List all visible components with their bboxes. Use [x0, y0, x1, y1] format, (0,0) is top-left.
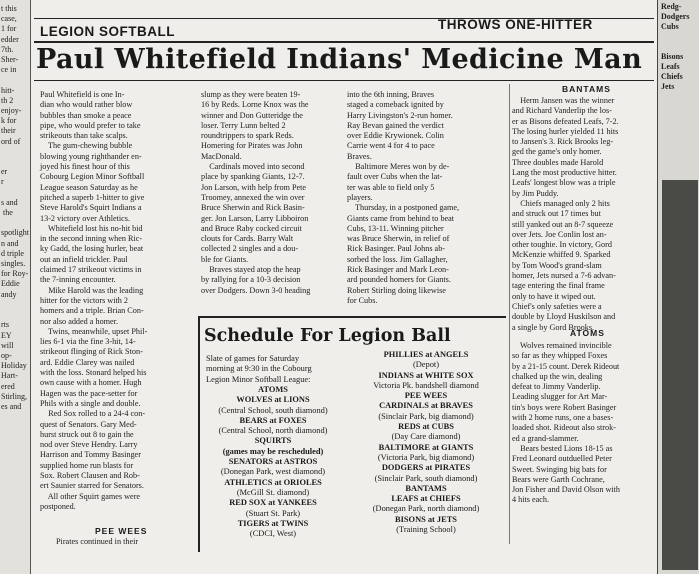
- schedule-intro: Slate of games for Saturday morning at 9:30 in the Cobourg Legion Minor Softball League:: [206, 354, 312, 384]
- section-label-left: LEGION SOFTBALL: [40, 24, 175, 39]
- right-column-fragment: Redg- Dodgers Cubs Bisons Leafs Chiefs Jets: [661, 2, 690, 91]
- section-label-right: THROWS ONE-HITTER: [438, 17, 593, 32]
- schedule-line: (Sinclair Park, big diamond): [378, 411, 474, 421]
- article-column-2: slump as they were beaten 19- 16 by Reds. Lorne Knox was the winner and Don Gutteridge the loser. Terry Lunn belted 2 roundtrippers to spark Reds. Homering for Pirates was John MacDonald. Cardinals moved into second place by spanking Giants, 12-7. Jon Larson, with help from Pete Troomey, annexed the win over Bruce Sherwin and Rick Basin- ger. Jon Larson, Larry Libboiron and Bruce Raby cocked circuit clouts for Cards. Barry Walt collected 2 singles and a dou- ble for Giants. Braves stayed atop the heap by rallying for a 10-3 decision over Dodgers. Down 3-0 heading: [201, 90, 311, 295]
- column-divider: [509, 84, 510, 544]
- schedule-line: BEARS at FOXES: [239, 415, 307, 425]
- schedule-line: (Donegan Park, west diamond): [220, 467, 326, 477]
- schedule-title: Schedule For Legion Ball: [204, 326, 451, 346]
- headline-rule: [34, 80, 654, 81]
- schedule-line: SENATORS at ASTROS: [228, 457, 318, 467]
- article-column-3: into the 6th inning, Braves staged a comeback ignited by Harry Livingston's 2-run homer. Ray Bevan gained the verdict over Eddie Krywionek. Colin Carrie went 4 for 4 to pace Braves. Baltimore Meres won by de- fault over Cubs when the lat- ter was able to field only 5 players. Thursday, in a postponed game, Giants came from behind to beat Cubs, 13-11. Winning pitcher was Bruce Sherwin, in relief of Rick Basinger. Paul Johns ab- sorbed the loss. Jim Gallagher, Rick Basinger and Mark Leon- ard pounded homers for Giants. Robert Stirling doing likewise for Cubs.: [347, 90, 460, 305]
- schedule-line: REDS at CUBS: [398, 422, 454, 432]
- schedule-line: SQUIRTS: [254, 436, 292, 446]
- schedule-line: PHILLIES at ANGELS: [383, 350, 469, 359]
- col1-subhead: PEE WEES: [95, 526, 148, 536]
- schedule-line: TIGERS at TWINS: [237, 518, 309, 528]
- left-column-fragment: t this case, 1 for edder 7th. Sher- ce in hitt- th 2 enjoy- k for their ord of er r s and the spotlight n and d triple singles. for Roy- Eddie andy rts EY will op- Holiday Hart- ered Stirling, es and: [1, 4, 30, 411]
- headline: Paul Whitefield Indians' Medicine Man: [36, 44, 643, 75]
- schedule-line: PEE WEES: [404, 391, 448, 401]
- schedule-line: (CDCI, West): [249, 529, 297, 539]
- header-rule: [34, 41, 654, 43]
- schedule-line: RED SOX at YANKEES: [229, 498, 317, 508]
- schedule-line: DODGERS at PIRATES: [381, 463, 471, 473]
- article-column-1: Paul Whitefield is one In- dian who would rather blow bubbles than smoke a peace pipe, who would prefer to take strikeouts than take scalps. The gum-chewing bubble blowing young righthander en- joyed his finest hour of this Cobourg Legion Minor Softball League season Saturday as he pitched a superb 1-hitter to give Steve Harold's Squirt Indians a 13-2 victory over Athletics. Whitefield lost his no-hit bid in the second inning when Ric- ky Gadd, the losing hurler, beat out an infield trickler. Paul claimed 17 strikeout victims in the 7-inning encounter. Mike Harold was the leading hitter for the victors with 2 homers and a triple. Brian Con- nor also added a homer. Twins, meanwhile, upset Phil- lies 6-1 via the fine 3-hit, 14- strikeout flinging of Rick Ston- ard. Eddie Clarey was nailed with the loss. Stonard helped his own cause with a homer. Hugh Hagen was the pace-setter for Phils with a single and double. Red Sox rolled to a 24-4 con- quest of Senators. Gary Med- hurst struck out 8 to gain the nod over Steve Hendry. Larry Harrison and Tommy Basinger supplied home run blasts for Sox. Robert Clausen and Rob- ert Saunier starred for Senators. All other Squirt games were postponed.: [40, 90, 148, 511]
- schedule-line: CARDINALS at BRAVES: [379, 401, 473, 411]
- schedule-line: (Day Care diamond): [391, 432, 461, 442]
- col4-subhead-bantams: BANTAMS: [562, 84, 611, 94]
- schedule-line: Victoria Pk. bandshell diamond: [373, 380, 479, 390]
- schedule-left-list: [200, 385, 346, 539]
- schedule-box-top: [198, 316, 506, 318]
- schedule-line: (Donegan Park, north diamond): [372, 504, 480, 514]
- right-margin-shadow: [662, 180, 698, 570]
- schedule-line: (Central School, north diamond): [218, 426, 328, 436]
- adjacent-column-left: [0, 0, 31, 574]
- col1-tail: Pirates continued in their: [56, 537, 139, 546]
- schedule-line: (games may be rescheduled): [222, 446, 324, 456]
- schedule-line: (Sinclair Park, south diamond): [374, 473, 478, 483]
- schedule-line: (Stuart St. Park): [245, 508, 301, 518]
- schedule-line: WOLVES at LIONS: [236, 395, 310, 405]
- schedule-line: (Central School, south diamond): [218, 405, 328, 415]
- schedule-line: BALTIMORE at GIANTS: [378, 442, 474, 452]
- schedule-line: ATOMS: [258, 385, 288, 394]
- schedule-line: (Training School): [396, 525, 456, 535]
- schedule-line: ATHLETICS at ORIOLES: [224, 477, 322, 487]
- schedule-line: (Depot): [412, 360, 440, 370]
- article-column-4: Herm Jansen was the winner and Richard Vanderlip the los- er as Bisons defeated Leafs, 7-2. The losing hurler yielded 11 hits to Jansen's 3. Rick Brooks leg- ged the game's only homer. Three doubles made Harold Lang the most productive hitter. Leafs' longest blow was a triple by Jim Puddy. Chiefs managed only 2 hits and struck out 17 times but still yanked out an 8-7 squeeze over Jets. Joe Conlin lost an- other toughie. In victory, Gord McKenzie whiffed 9. Sparked by Tom Wood's grand-slam homer, Jets nursed a 7-6 advan- tage entering the final frame only to have it wiped out. Chief's only safeties were a double by Lloyd Huskilson and a single by Gord Brooks.: [512, 96, 619, 332]
- schedule-right-list: [346, 350, 506, 535]
- article-column-4b: Wolves remained invincible so far as they whipped Foxes by a 21-15 count. Derek Rideout chalked up the win, dealing defeat to Jimmy Vanderlip. Leading slugger for Art Mar- tin's boys were Robert Basinger with 2 home runs, one a bases- loaded shot. Rideout also strok- ed a grand-slammer. Bears bested Lions 18-15 as Fred Leonard outduelled Peter Sweet. Swinging big bats for Bears were Garth Cochrane, Jon Fisher and David Olson with 4 hits each.: [512, 341, 621, 505]
- schedule-line: (Victoria Park, big diamond): [377, 452, 475, 462]
- schedule-line: LEAFS at CHIEFS: [391, 494, 461, 504]
- schedule-line: INDIANS at WHITE SOX: [378, 370, 474, 380]
- schedule-line: BISONS at JETS: [395, 514, 457, 524]
- schedule-line: (McGill St. diamond): [236, 487, 310, 497]
- schedule-line: BANTAMS: [405, 483, 447, 493]
- col4-subhead-atoms: ATOMS: [570, 328, 605, 338]
